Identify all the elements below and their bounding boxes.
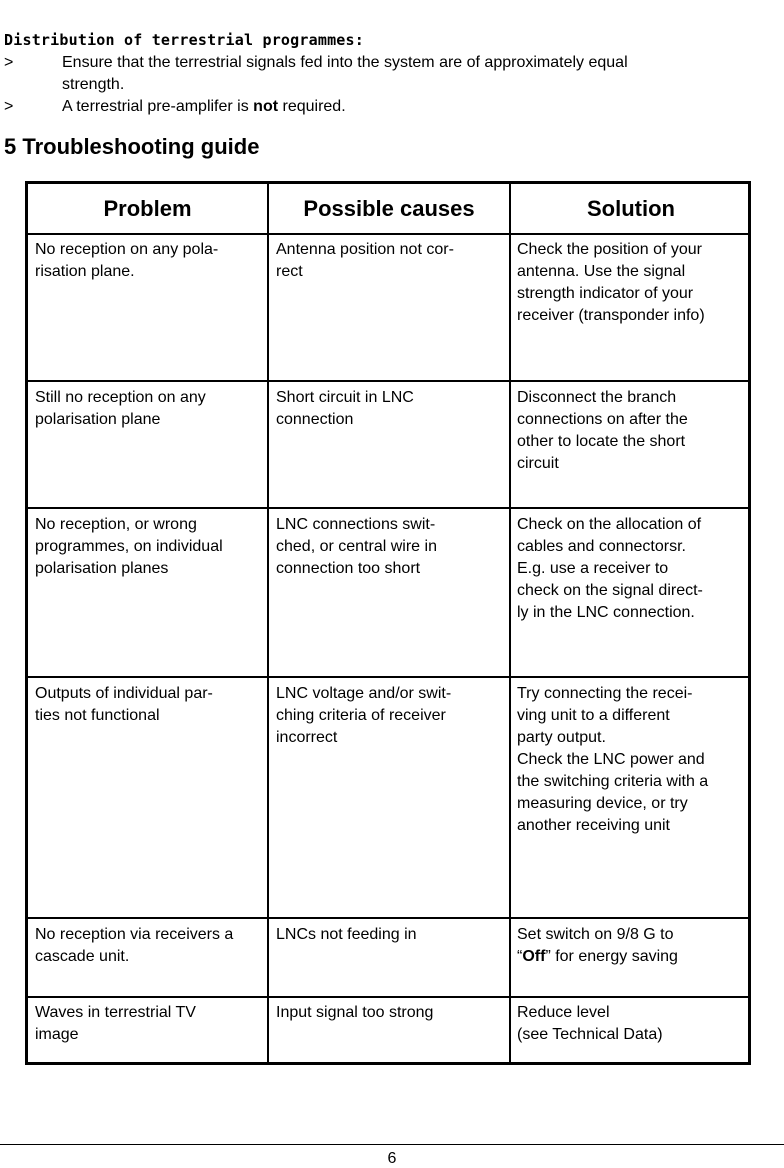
cell-line: circuit	[517, 455, 559, 472]
cell-line: Still no reception on any	[35, 389, 206, 406]
cell-line: Try connecting the recei-	[517, 685, 693, 702]
cell-line: polarisation plane	[35, 411, 161, 428]
bullet-text	[62, 96, 752, 118]
cell-line: No reception via receivers a	[35, 926, 234, 943]
cell-line: Check the LNC power and	[517, 751, 705, 768]
cell-line: ties not functional	[35, 707, 160, 724]
cell-line: Check on the allocation of	[517, 516, 702, 533]
cell-line: Antenna position not cor-	[276, 241, 454, 258]
cell-line: cables and connectorsr.	[517, 538, 686, 555]
cell-line: LNCs not feeding in	[276, 926, 417, 943]
bullet-text-post: required.	[278, 98, 346, 115]
cell-line	[517, 946, 749, 968]
cell-line: rect	[276, 263, 303, 280]
bullet-text-pre: A terrestrial pre-amplifer is	[62, 98, 254, 115]
cell-text: ” for energy saving	[545, 948, 678, 965]
cell-line: antenna. Use the signal	[517, 263, 686, 280]
cell-line: incorrect	[276, 729, 338, 746]
header-problem: Problem	[103, 196, 192, 221]
row-divider	[28, 996, 748, 998]
cell-line: programmes, on individual	[35, 538, 223, 555]
cell-line: ly in the LNC connection.	[517, 604, 695, 621]
cell-line: image	[35, 1026, 79, 1043]
cell-cause	[276, 683, 508, 749]
bullet-text-bold: not	[253, 98, 279, 115]
cell-line: LNC connections swit-	[276, 516, 436, 533]
cell-line: connection	[276, 411, 354, 428]
cell-line: Input signal too strong	[276, 1004, 434, 1021]
bullet-marker: >	[4, 98, 14, 115]
cell-line: another receiving unit	[517, 817, 670, 834]
cell-problem	[35, 239, 267, 283]
cell-line: the switching criteria with a	[517, 773, 709, 790]
cell-line: Disconnect the branch	[517, 389, 677, 406]
row-divider	[28, 676, 748, 678]
cell-line: ving unit to a different	[517, 707, 670, 724]
cell-line: risation plane.	[35, 263, 135, 280]
cell-line: ched, or central wire in	[276, 538, 437, 555]
cell-line: ching criteria of receiver	[276, 707, 446, 724]
cell-line: party output.	[517, 729, 606, 746]
page-number: 6	[387, 1150, 397, 1167]
cell-line: cascade unit.	[35, 948, 130, 965]
bullet-text	[62, 52, 752, 96]
cell-line: Short circuit in LNC	[276, 389, 414, 406]
cell-problem	[35, 514, 267, 580]
cell-problem	[35, 1002, 267, 1046]
cell-solution	[517, 683, 749, 837]
cell-line: connection too short	[276, 560, 421, 577]
bullet-text-line: Ensure that the terrestrial signals fed into the system are of approximately equal	[62, 54, 628, 71]
header-solution: Solution	[587, 196, 675, 221]
column-divider	[509, 184, 511, 1062]
cell-solution	[517, 239, 749, 327]
cell-line: Waves in terrestrial TV	[35, 1004, 196, 1021]
row-divider	[28, 917, 748, 919]
quote-mark: “	[517, 948, 523, 965]
cell-problem	[35, 683, 267, 727]
distribution-heading: Distribution of terrestrial programmes:	[4, 31, 364, 49]
bullet-text-line: strength.	[62, 76, 125, 93]
bold-term: Off	[522, 948, 546, 965]
cell-line: strength indicator of your	[517, 285, 694, 302]
cell-cause	[276, 514, 508, 580]
cell-problem	[35, 387, 267, 431]
cell-line: connections on after the	[517, 411, 688, 428]
cell-line: check on the signal direct-	[517, 582, 703, 599]
section-title: 5 Troubleshooting guide	[4, 134, 260, 159]
cell-cause	[276, 924, 508, 946]
cell-line: receiver (transponder info)	[517, 307, 705, 324]
cell-line: Reduce level	[517, 1004, 610, 1021]
troubleshooting-table	[25, 181, 751, 1065]
bullet-marker: >	[4, 54, 14, 71]
cell-line: (see Technical Data)	[517, 1026, 663, 1043]
cell-line: No reception, or wrong	[35, 516, 197, 533]
cell-solution	[517, 1002, 749, 1046]
cell-solution	[517, 387, 749, 475]
cell-line: E.g. use a receiver to	[517, 560, 669, 577]
footer-divider	[0, 1144, 784, 1145]
cell-solution	[517, 924, 749, 968]
cell-line: Set switch on 9/8 G to	[517, 926, 674, 943]
cell-line: Outputs of individual par-	[35, 685, 213, 702]
cell-line: other to locate the short	[517, 433, 686, 450]
cell-line: No reception on any pola-	[35, 241, 219, 258]
cell-solution	[517, 514, 749, 624]
cell-line: measuring device, or try	[517, 795, 688, 812]
cell-line: LNC voltage and/or swit-	[276, 685, 452, 702]
cell-problem	[35, 924, 275, 968]
cell-cause	[276, 239, 508, 283]
cell-cause	[276, 1002, 508, 1024]
cell-line: Check the position of your	[517, 241, 702, 258]
cell-cause	[276, 387, 508, 431]
cell-line: polarisation planes	[35, 560, 169, 577]
row-divider	[28, 380, 748, 382]
row-divider	[28, 507, 748, 509]
header-possible-causes: Possible causes	[303, 196, 475, 221]
